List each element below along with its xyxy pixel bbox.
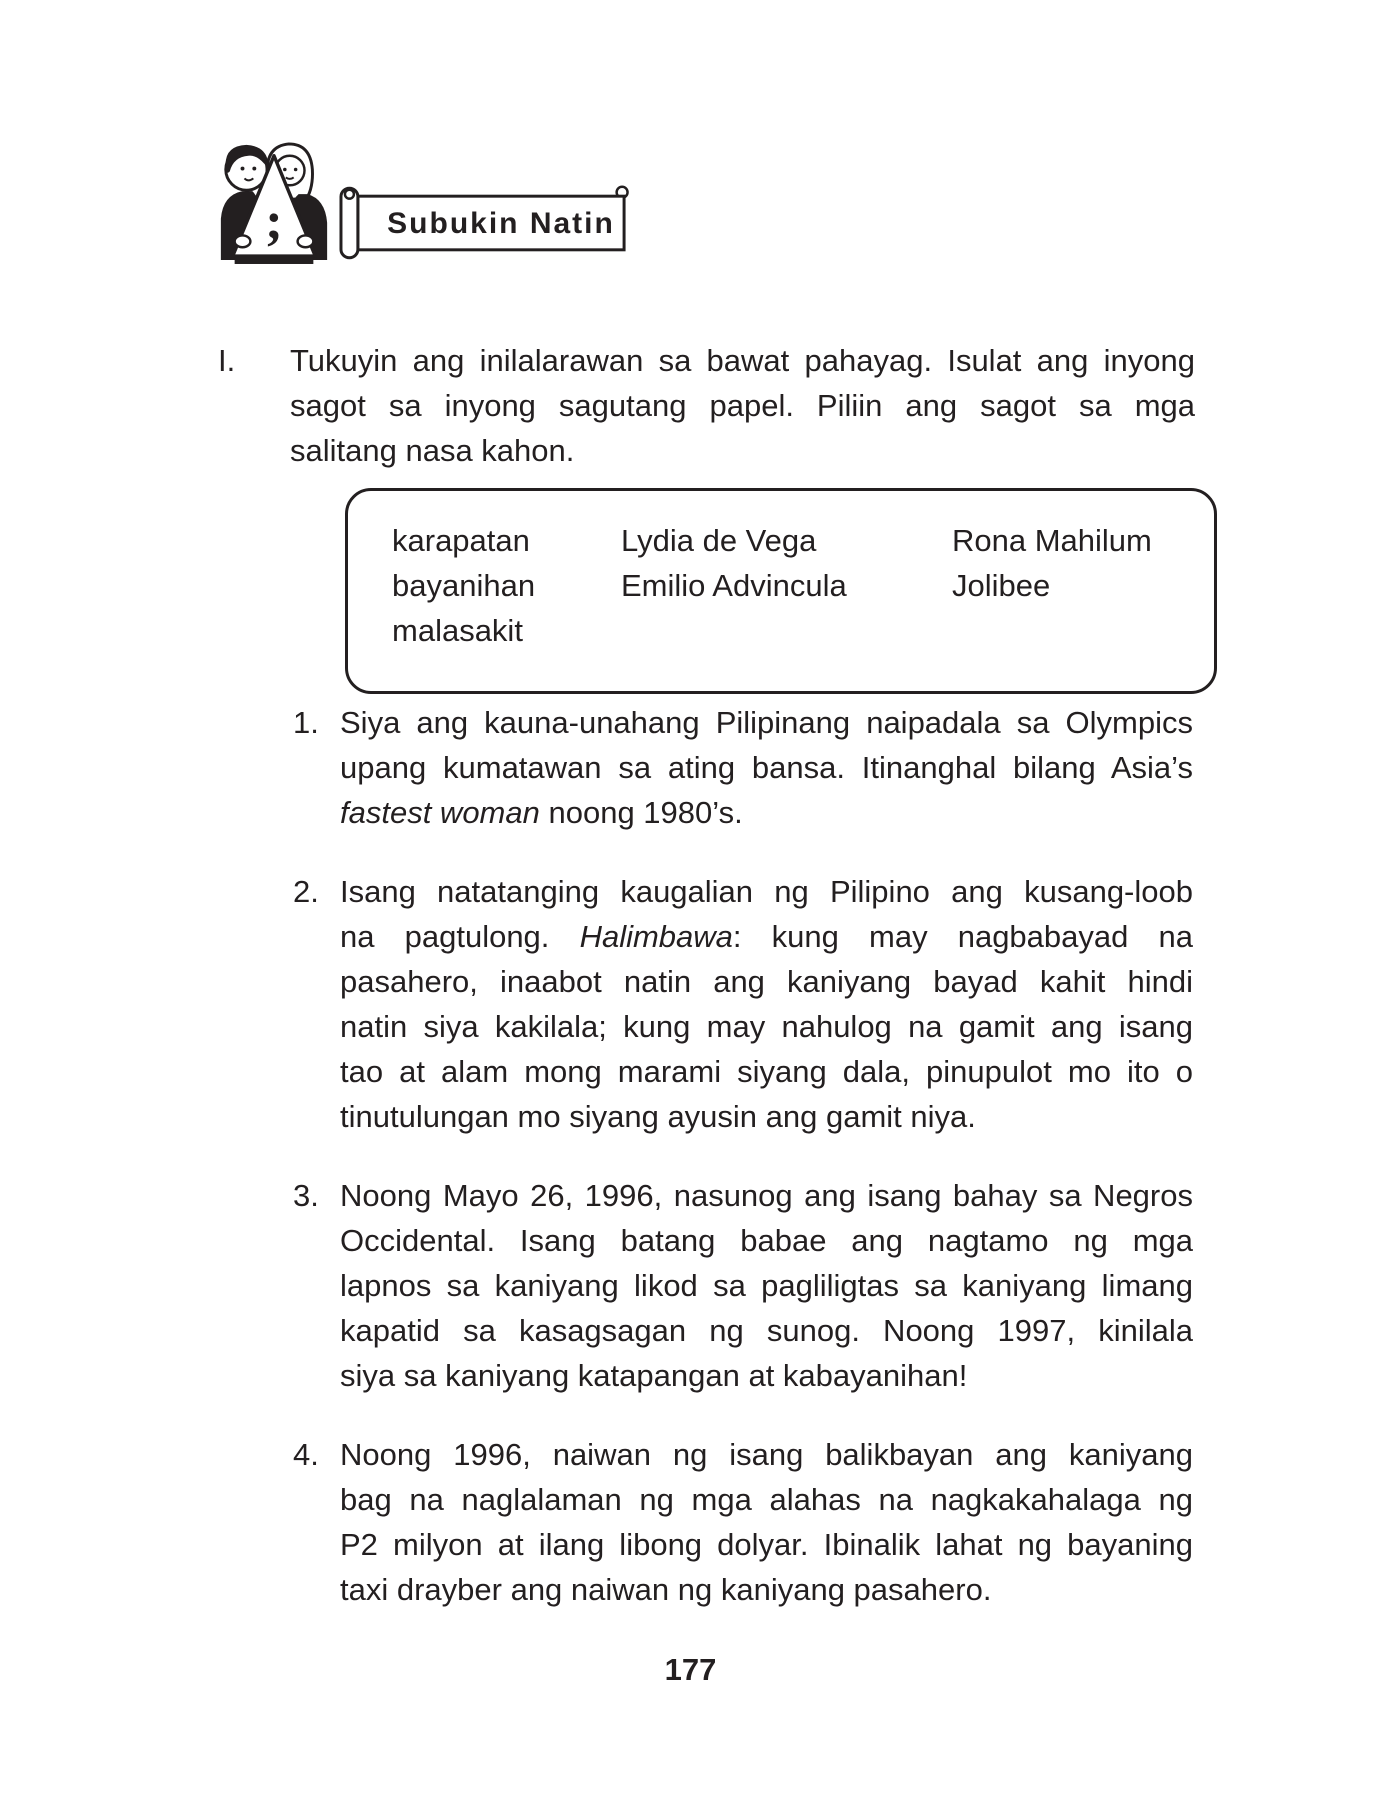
- page-number: 177: [664, 1652, 717, 1687]
- banner-title: Subukin Natin: [387, 207, 615, 240]
- children-semicolon-illustration: [213, 133, 335, 276]
- word-choice: Emilio Advincula: [621, 568, 847, 603]
- item-line: Siya ang kauna-unahang Pilipinang naipadala sa Olympics: [340, 705, 1193, 740]
- item-line: bag na naglalaman ng mga alahas na nagkakahalaga ng: [340, 1482, 1193, 1517]
- word-box-columns: [392, 518, 1214, 653]
- item-line: tinutulungan mo siyang ayusin ang gamit niya.: [340, 1099, 976, 1134]
- word-box-column: [392, 518, 621, 653]
- item-line: upang kumatawan sa ating bansa. Itinanghal bilang Asia’s: [340, 750, 1193, 785]
- item-line: Noong Mayo 26, 1996, nasunog ang isang bahay sa Negros: [340, 1178, 1193, 1213]
- svg-text:;: ;: [265, 192, 283, 251]
- item-text: [340, 1432, 1193, 1612]
- word-box-column: [621, 518, 952, 653]
- item-line: tao at alam mong marami siyang dala, pinupulot mo ito o: [340, 1054, 1193, 1089]
- word-choice: Jolibee: [952, 568, 1051, 603]
- item-line: na pagtulong. Halimbawa: kung may nagbabayad na: [340, 919, 1193, 954]
- item-line: Isang natatanging kaugalian ng Pilipino ang kusang-loob: [340, 874, 1193, 909]
- exercise-item: [293, 1173, 1198, 1398]
- item-line: Occidental. Isang batang babae ang nagtamo ng mga: [340, 1223, 1193, 1258]
- word-choice: Rona Mahilum: [952, 523, 1152, 558]
- item-line: pasahero, inaabot natin ang kaniyang bayad kahit hindi: [340, 964, 1193, 999]
- item-number: 3.: [293, 1178, 319, 1213]
- word-box: [345, 488, 1217, 694]
- item-text: [340, 1173, 1193, 1398]
- item-line: siya sa kaniyang katapangan at kabayanihan!: [340, 1358, 968, 1393]
- word-choice: Lydia de Vega: [621, 523, 817, 558]
- page-footer: [0, 1652, 1381, 1688]
- word-box-column: [952, 518, 1152, 653]
- children-semicolon-icon: [213, 133, 335, 271]
- item-line: Noong 1996, naiwan ng isang balikbayan ang kaniyang: [340, 1437, 1193, 1472]
- instruction-line: sagot sa inyong sagutang papel. Piliin ang sagot sa mga: [290, 388, 1195, 423]
- item-line: P2 milyon at ilang libong dolyar. Ibinalik lahat ng bayaning: [340, 1527, 1193, 1562]
- exercise-item: [293, 700, 1198, 835]
- section-banner: [338, 183, 636, 263]
- exercise-item: [293, 869, 1198, 1139]
- instruction-line: Tukuyin ang inilalarawan sa bawat pahayag. Isulat ang inyong: [290, 343, 1195, 378]
- instruction-line: salitang nasa kahon.: [290, 433, 575, 468]
- item-text: [340, 700, 1193, 835]
- item-line: fastest woman noong 1980’s.: [340, 795, 743, 830]
- word-choice: bayanihan: [392, 568, 536, 603]
- exercise-instruction: [218, 338, 1195, 473]
- item-number: 2.: [293, 874, 319, 909]
- item-text: [340, 869, 1193, 1139]
- exercise-items: [293, 700, 1198, 1646]
- item-number: 1.: [293, 705, 319, 740]
- item-line: lapnos sa kaniyang likod sa pagliligtas sa kaniyang limang: [340, 1268, 1193, 1303]
- item-number: 4.: [293, 1437, 319, 1472]
- section-numeral: I.: [218, 343, 236, 378]
- instruction-text: [290, 338, 1195, 473]
- item-line: natin siya kakilala; kung may nahulog na gamit ang isang: [340, 1009, 1193, 1044]
- word-choice: karapatan: [392, 523, 530, 558]
- item-line: kapatid sa kasagsagan ng sunog. Noong 1997, kinilala: [340, 1313, 1193, 1348]
- exercise-item: [293, 1432, 1198, 1612]
- word-choice: malasakit: [392, 613, 523, 648]
- item-line: taxi drayber ang naiwan ng kaniyang pasahero.: [340, 1572, 992, 1607]
